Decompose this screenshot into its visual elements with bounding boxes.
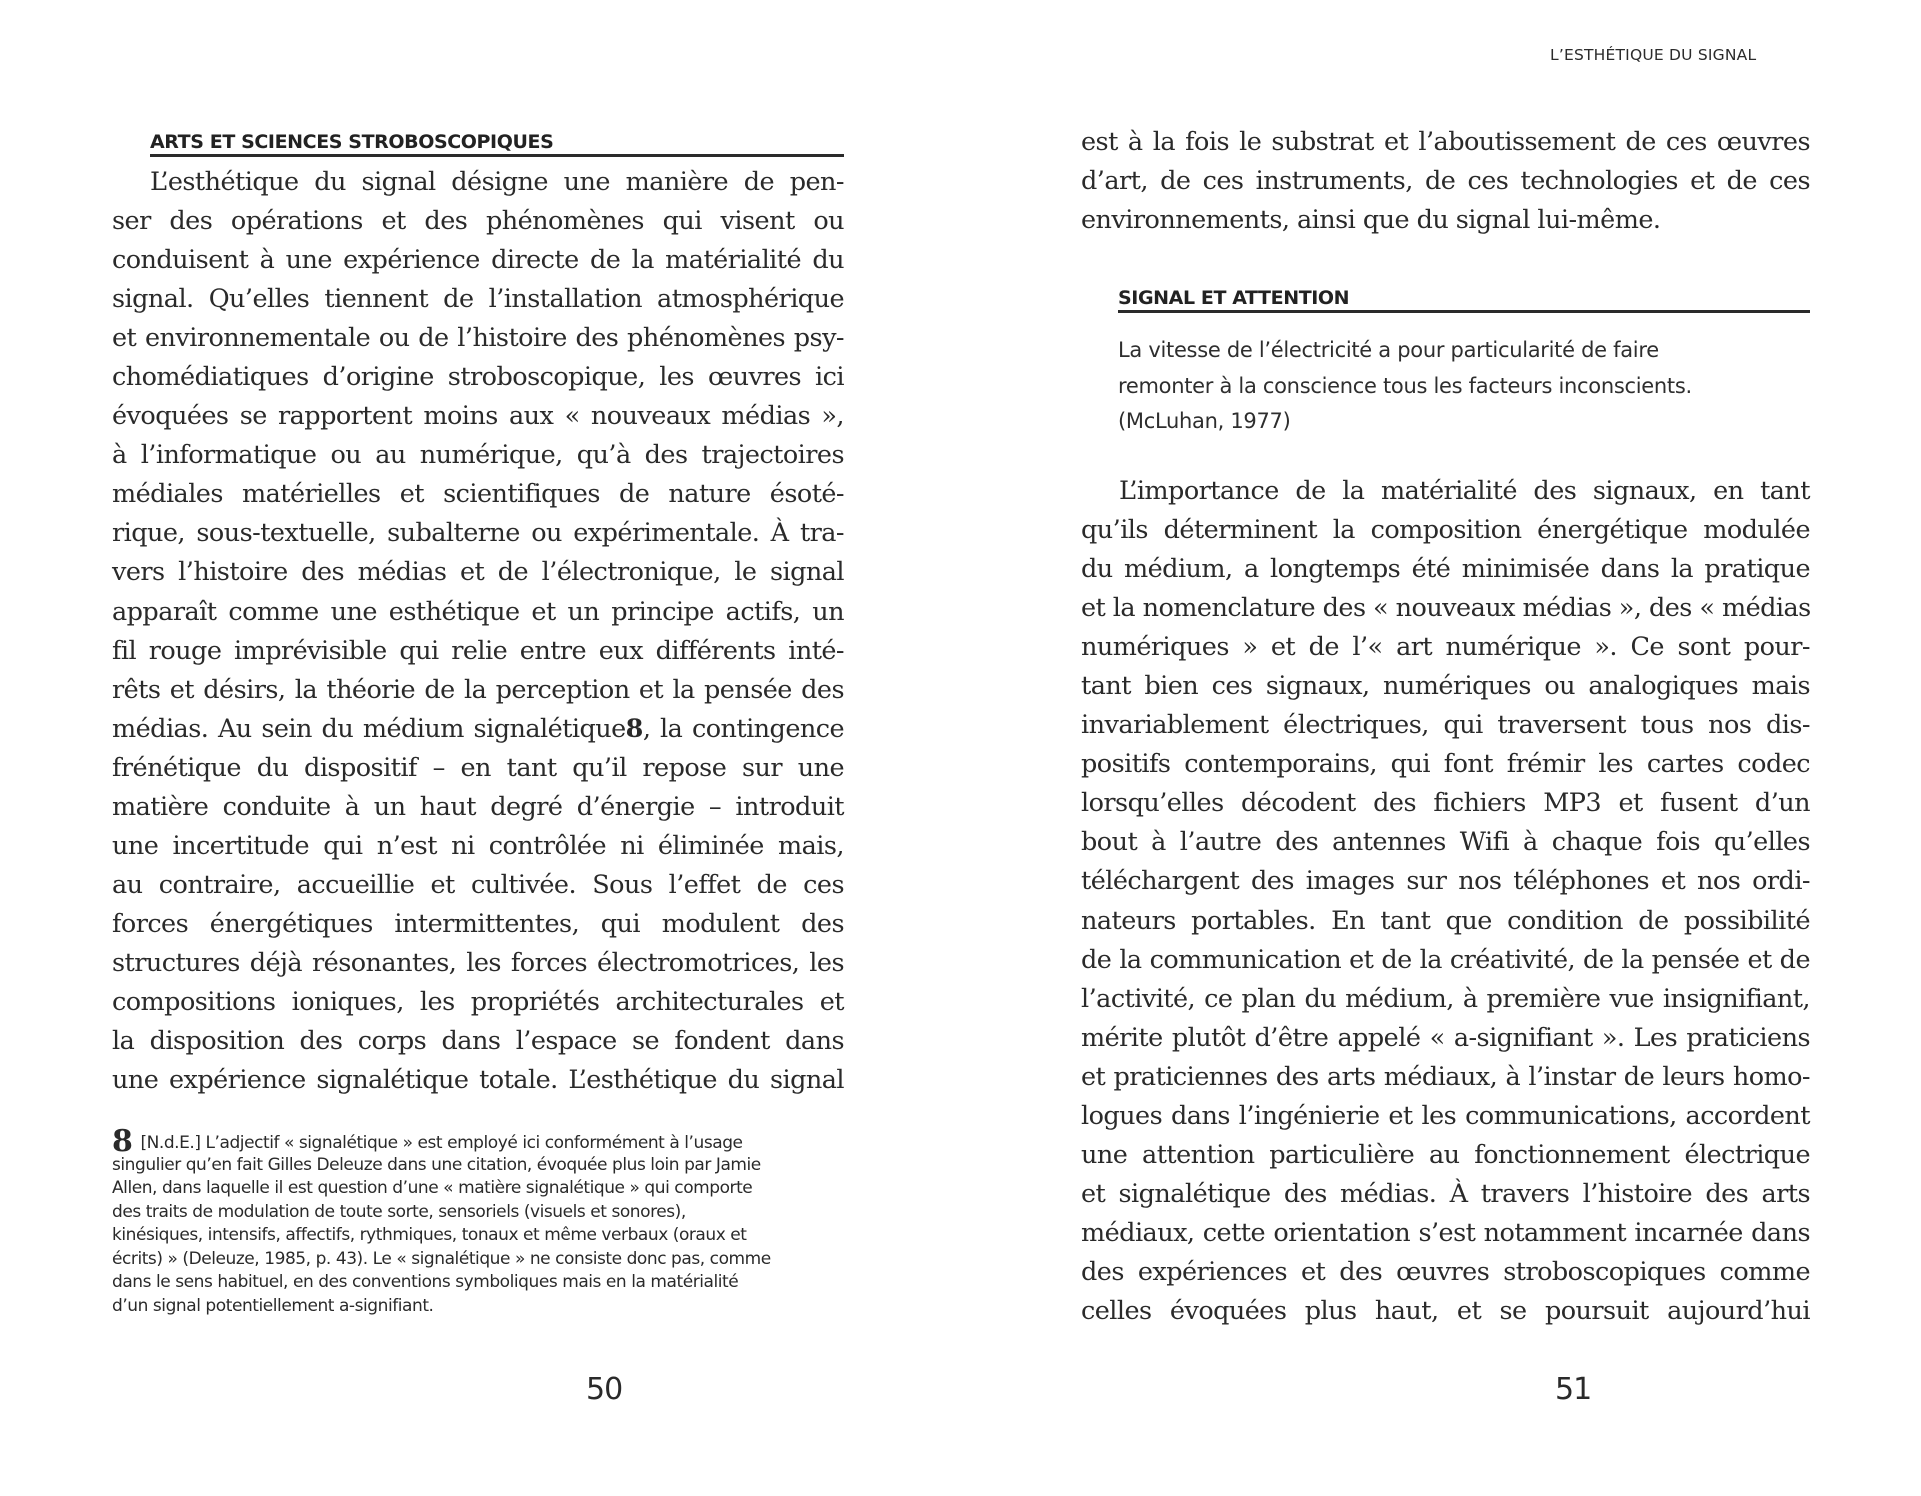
body-line: et environnementale ou de l’histoire des phénomènes psy- bbox=[112, 323, 844, 354]
footnote-line: dans le sens habituel, en des conventions symboliques mais en la matérialité bbox=[112, 1272, 739, 1292]
epigraph-citation: (McLuhan, 1977) bbox=[1118, 409, 1291, 433]
body-line: la disposition des corps dans l’espace se fondent dans bbox=[112, 1026, 844, 1057]
section-heading-signal-attention: SIGNAL ET ATTENTION bbox=[1118, 287, 1350, 309]
body-line: celles évoquées plus haut, et se poursuit aujourd’hui bbox=[1081, 1295, 1810, 1326]
body-line: est à la fois le substrat et l’aboutissement de ces œuvres bbox=[1081, 127, 1810, 157]
left-body-text bbox=[112, 163, 844, 1100]
running-header: L’ESTHÉTIQUE DU SIGNAL bbox=[1550, 46, 1757, 64]
body-line: au contraire, accueillie et cultivée. Sous l’effet de ces bbox=[112, 869, 844, 900]
body-line: une expérience signalétique totale. L’esthétique du signal bbox=[112, 1065, 844, 1096]
footnote-line: singulier qu’en fait Gilles Deleuze dans une citation, évoquée plus loin par Jamie bbox=[112, 1154, 761, 1175]
body-line: des expériences et des œuvres stroboscopiques comme bbox=[1081, 1256, 1810, 1287]
footnote-number: 8 bbox=[112, 1124, 133, 1159]
body-line: forces énergétiques intermittentes, qui modulent des bbox=[112, 908, 844, 939]
footnote-line: d’un signal potentiellement a-signifiant. bbox=[112, 1295, 434, 1316]
body-line: matière conduite à un haut degré d’énergie – introduit bbox=[112, 791, 844, 822]
body-line: du médium, a longtemps été minimisée dans la pratique bbox=[1081, 554, 1810, 585]
body-line: et la nomenclature des « nouveaux médias », des « médias bbox=[1081, 593, 1811, 624]
footnote-text: [N.d.E.] L’adjectif « signalétique » est employé ici conformément à l’usage bbox=[140, 1133, 743, 1153]
epigraph-line: remonter à la conscience tous les facteurs inconscients. bbox=[1118, 373, 1692, 398]
body-line: compositions ioniques, les propriétés architecturales et bbox=[112, 986, 844, 1017]
body-line: rique, sous-textuelle, subalterne ou expérimentale. À tra- bbox=[112, 518, 844, 549]
footnote-line: des traits de modulation de toute sorte, sensoriels (visuels et sonores), bbox=[112, 1201, 686, 1222]
body-line: structures déjà résonantes, les forces électromotrices, les bbox=[112, 947, 844, 978]
footnote-8 bbox=[112, 1124, 847, 1318]
body-line: tant bien ces signaux, numériques ou analogiques mais bbox=[1081, 671, 1810, 702]
body-line: qu’ils déterminent la composition énergétique modulée bbox=[1081, 515, 1810, 546]
page-number-right: 51 bbox=[1555, 1372, 1592, 1407]
body-line-text: , la contingence bbox=[642, 713, 845, 744]
body-line: et signalétique des médias. À travers l’histoire des arts bbox=[1081, 1178, 1810, 1209]
page-number-left: 50 bbox=[586, 1372, 623, 1407]
section-heading-rule bbox=[1118, 310, 1810, 313]
body-line: invariablement électriques, qui traversent tous nos dis- bbox=[1081, 710, 1810, 741]
epigraph-line: La vitesse de l’électricité a pour particularité de faire bbox=[1118, 338, 1659, 362]
body-line: frénétique du dispositif – en tant qu’il repose sur une bbox=[112, 752, 844, 783]
footnote-line: écrits) » (Deleuze, 1985, p. 43). Le « signalétique » ne consiste donc pas, comme bbox=[112, 1248, 771, 1269]
body-line: lorsqu’elles décodent des fichiers MP3 et fusent d’un bbox=[1081, 788, 1810, 819]
body-line: environnements, ainsi que du signal lui-même. bbox=[1081, 205, 1661, 236]
body-line: nateurs portables. En tant que condition de possibilité bbox=[1081, 905, 1810, 936]
right-body-text bbox=[1081, 472, 1810, 1331]
body-line: et praticiennes des arts médiaux, à l’instar de leurs homo- bbox=[1081, 1061, 1810, 1092]
footnote-line bbox=[112, 1124, 847, 1159]
body-line: médiales matérielles et scientifiques de nature ésoté- bbox=[112, 479, 844, 510]
left-page bbox=[0, 0, 960, 1496]
body-line: d’art, de ces instruments, de ces technologies et de ces bbox=[1081, 166, 1810, 197]
body-line: fil rouge imprévisible qui relie entre eux différents inté- bbox=[112, 635, 844, 666]
body-line: de la communication et de la créativité, de la pensée et de bbox=[1081, 944, 1810, 975]
epigraph-quote bbox=[1118, 333, 1692, 440]
section-heading-arts-sciences: ARTS ET SCIENCES STROBOSCOPIQUES bbox=[150, 131, 554, 153]
body-line: logues dans l’ingénierie et les communications, accordent bbox=[1081, 1100, 1810, 1131]
body-line: l’activité, ce plan du médium, à première vue insignifiant, bbox=[1081, 983, 1810, 1014]
footnote-line: kinésiques, intensifs, affectifs, rythmiques, tonaux et même verbaux (oraux et bbox=[112, 1225, 747, 1245]
body-line: téléchargent des images sur nos téléphones et nos ordi- bbox=[1081, 866, 1810, 897]
right-page bbox=[960, 0, 1921, 1496]
section-heading-rule bbox=[150, 154, 844, 157]
body-line: vers l’histoire des médias et de l’électronique, le signal bbox=[112, 557, 844, 588]
body-line: bout à l’autre des antennes Wifi à chaque fois qu’elles bbox=[1081, 827, 1810, 858]
body-line: médiaux, cette orientation s’est notamment incarnée dans bbox=[1081, 1217, 1810, 1248]
body-line: rêts et désirs, la théorie de la perception et la pensée des bbox=[112, 674, 844, 705]
body-line-text: médias. Au sein du médium signalétique bbox=[112, 713, 626, 744]
body-line: positifs contemporains, qui font frémir les cartes codec bbox=[1081, 749, 1810, 780]
footnote-line: Allen, dans laquelle il est question d’une « matière signalétique » qui comporte bbox=[112, 1178, 753, 1198]
body-line: apparaît comme une esthétique et un principe actifs, un bbox=[112, 596, 844, 627]
body-line: conduisent à une expérience directe de la matérialité du bbox=[112, 245, 844, 276]
body-line: L’esthétique du signal désigne une manière de pen- bbox=[150, 167, 844, 197]
body-line: une incertitude qui n’est ni contrôlée ni éliminée mais, bbox=[112, 830, 844, 861]
body-line: à l’informatique ou au numérique, qu’à des trajectoires bbox=[112, 440, 844, 471]
body-line: ser des opérations et des phénomènes qui visent ou bbox=[112, 206, 844, 237]
body-line: mérite plutôt d’être appelé « a-signifiant ». Les praticiens bbox=[1081, 1022, 1810, 1053]
body-line-with-footnote-ref bbox=[112, 710, 844, 749]
body-line: une attention particulière au fonctionnement électrique bbox=[1081, 1139, 1810, 1170]
body-line: chomédiatiques d’origine stroboscopique, les œuvres ici bbox=[112, 362, 844, 393]
body-line: numériques » et de l’« art numérique ». Ce sont pour- bbox=[1081, 632, 1810, 663]
body-line: évoquées se rapportent moins aux « nouveaux médias », bbox=[112, 401, 844, 432]
body-line: signal. Qu’elles tiennent de l’installation atmosphérique bbox=[112, 284, 844, 315]
body-line: L’importance de la matérialité des signaux, en tant bbox=[1119, 476, 1810, 506]
right-continuation-text bbox=[1081, 123, 1810, 240]
footnote-reference-8[interactable]: 8 bbox=[625, 713, 643, 744]
